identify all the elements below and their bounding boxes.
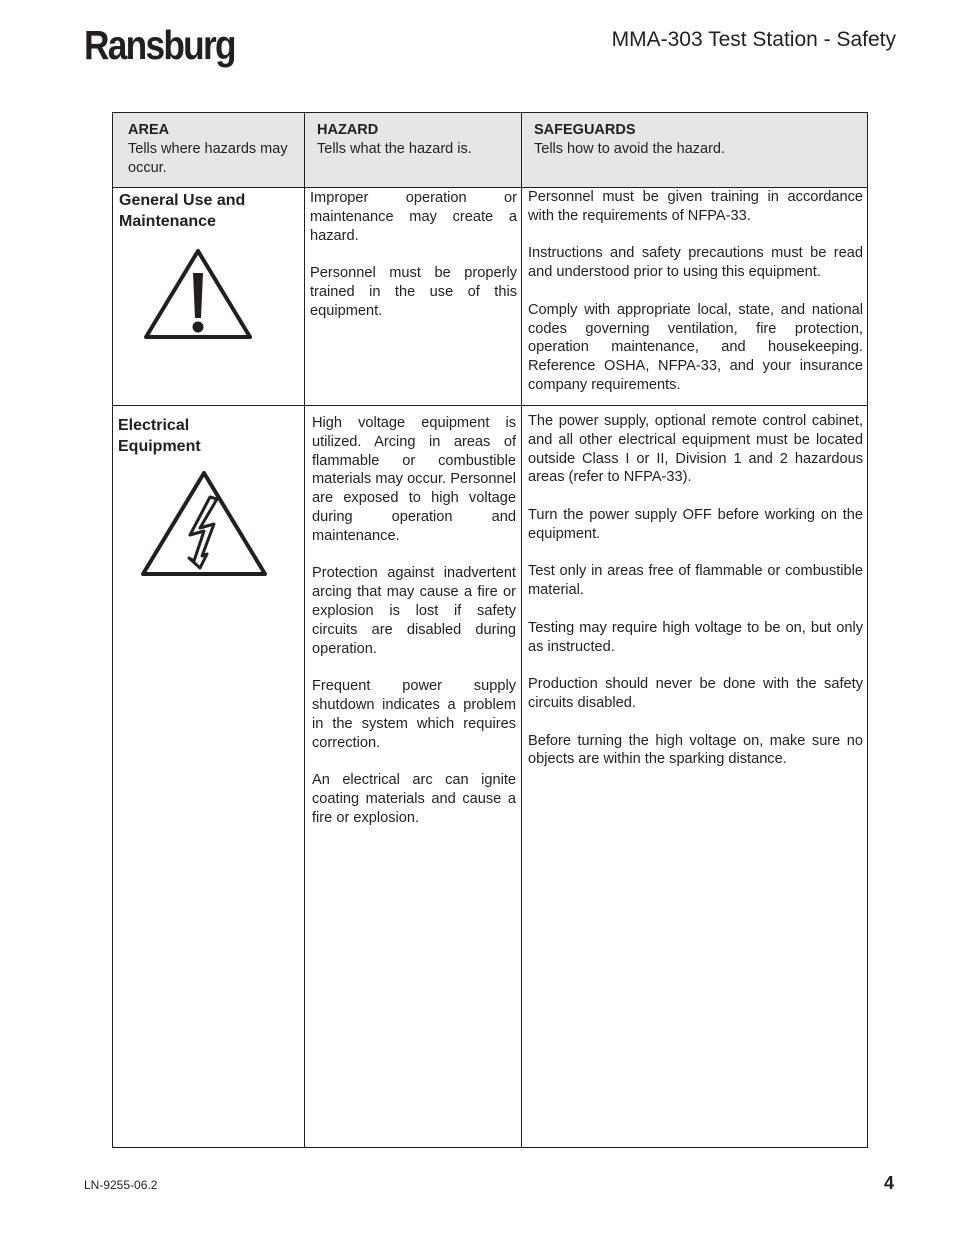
column-divider — [521, 113, 522, 1147]
document-number: LN-9255-06.2 — [84, 1178, 158, 1192]
warning-exclamation-icon — [141, 246, 255, 342]
column-divider — [304, 113, 305, 1147]
header-hazard-desc: Tells what the hazard is. — [317, 141, 472, 157]
hazard-text: High voltage equipment is utilized. Arcing in areas of flammable or combustible materials may occur. Personnel are exposed to high voltage during operation and maintenance. — [312, 415, 516, 544]
hazards-electrical — [312, 414, 516, 846]
safety-table — [112, 112, 868, 1148]
safeguard-text: Test only in areas free of flammable or combustible material. — [528, 563, 863, 599]
area-label-general-use: General Use and Maintenance — [119, 192, 246, 230]
safeguard-text: The power supply, optional remote control cabinet, and all other electrical equipment must be located outside Class I or II, Division 1 and 2 hazardous areas (refer to NFPA-33). — [528, 413, 863, 486]
safeguards-electrical — [528, 412, 863, 788]
hazard-text: Frequent power supply shutdown indicates a problem in the system which requires correction. — [312, 678, 516, 751]
safeguard-text: Personnel must be given training in accordance with the requirements of NFPA-33. — [528, 189, 863, 224]
hazard-text: An electrical arc can ignite coating materials and cause a fire or explosion. — [312, 772, 516, 826]
hazard-text: Protection against inadvertent arcing that may cause a fire or explosion is lost if safety circuits are disabled during operation. — [312, 565, 516, 657]
area-label-electrical: Electrical Equipment — [118, 417, 201, 455]
header-area-desc: Tells where hazards may occur. — [128, 141, 288, 176]
brand-logo: Ransburg — [84, 22, 235, 68]
hazard-text: Improper operation or maintenance may create a hazard. — [310, 190, 517, 244]
header-safeguards — [534, 121, 854, 159]
header-area-title: AREA — [128, 122, 170, 138]
safeguard-text: Before turning the high voltage on, make sure no objects are within the sparking distance. — [528, 732, 863, 768]
hazards-general-use — [310, 189, 517, 339]
safeguard-text: Turn the power supply OFF before working on the equipment. — [528, 506, 863, 542]
page-title: MMA-303 Test Station - Safety — [611, 28, 896, 51]
header-safeguards-title: SAFEGUARDS — [534, 122, 636, 138]
safeguard-text: Testing may require high voltage to be on, but only as instructed. — [528, 619, 863, 655]
hazard-text: Personnel must be properly trained in the use of this equipment. — [310, 265, 517, 319]
page-number: 4 — [884, 1173, 895, 1193]
header-hazard — [317, 121, 517, 159]
header-hazard-title: HAZARD — [317, 122, 379, 138]
safeguard-text: Instructions and safety precautions must be read and understood prior to using this equipment. — [528, 245, 863, 281]
safeguard-text: Production should never be done with the safety circuits disabled. — [528, 676, 863, 711]
safeguards-general-use — [528, 188, 863, 414]
header-area — [128, 121, 298, 178]
safeguard-text: Comply with appropriate local, state, and national codes governing ventilation, fire protection, operation maintenance, and housekeeping. Reference OSHA, NFPA-33, and your insurance company requirements. — [528, 301, 863, 393]
header-safeguards-desc: Tells how to avoid the hazard. — [534, 141, 726, 157]
high-voltage-icon — [139, 469, 269, 579]
